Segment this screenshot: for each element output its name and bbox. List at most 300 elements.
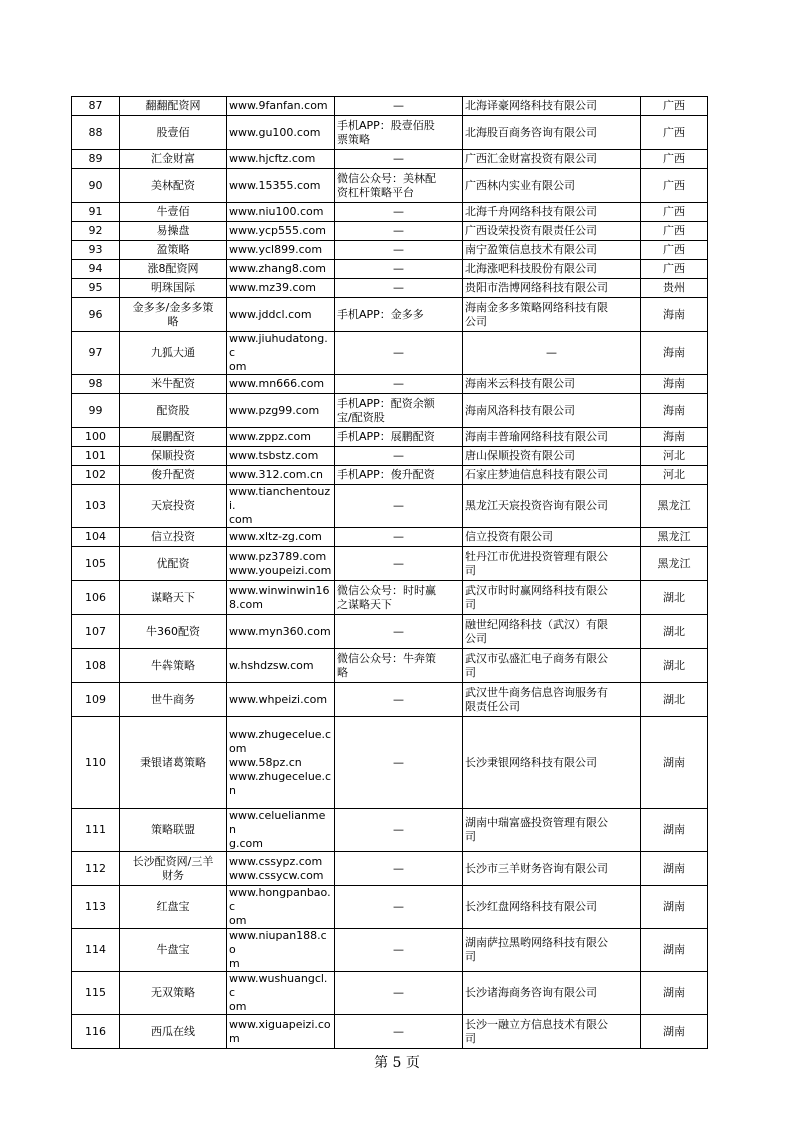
- province-cell: 湖南: [641, 809, 708, 852]
- app-or-wechat-line: —: [393, 377, 404, 390]
- table-row: [72, 972, 708, 1015]
- company-name-line: 湖南萨拉黑哟网络科技有限公: [465, 936, 608, 949]
- company-name-line: 黑龙江天宸投资咨询有限公司: [465, 499, 608, 512]
- website-url-cell: [227, 150, 335, 169]
- platform-name-line: 涨8配资网: [147, 262, 199, 275]
- website-url-cell: [227, 852, 335, 886]
- row-number-cell: 116: [72, 1015, 120, 1049]
- company-name-cell: [463, 375, 641, 394]
- app-or-wechat-line: —: [393, 900, 404, 913]
- website-url-line: 8.com: [229, 597, 263, 611]
- app-or-wechat-cell: [335, 547, 463, 581]
- company-name-cell: [463, 649, 641, 683]
- company-name-line: 司: [465, 950, 476, 963]
- website-url-cell: [227, 547, 335, 581]
- app-or-wechat-line: —: [393, 99, 404, 112]
- app-or-wechat-line: —: [393, 624, 404, 638]
- app-or-wechat-cell: [335, 615, 463, 649]
- website-url-cell: [227, 298, 335, 332]
- website-url-line: om: [229, 360, 247, 373]
- row-number-cell: 102: [72, 466, 120, 485]
- app-or-wechat-cell: [335, 447, 463, 466]
- app-or-wechat-line: —: [393, 1024, 404, 1038]
- platform-name-cell: [120, 929, 227, 972]
- platform-name-line: 金多多/金多多策: [132, 300, 214, 314]
- app-or-wechat-cell: [335, 929, 463, 972]
- company-name-line: 广西汇金财富投资有限公司: [465, 152, 597, 165]
- app-or-wechat-line: 微信公众号：时时赢: [337, 583, 436, 597]
- app-or-wechat-cell: [335, 466, 463, 485]
- platform-name-cell: [120, 222, 227, 241]
- province-cell: 广西: [641, 97, 708, 116]
- platform-name-line: 秉银诸葛策略: [140, 755, 206, 769]
- website-url-line: www.15355.com: [229, 178, 321, 192]
- row-number-cell: 95: [72, 279, 120, 298]
- app-or-wechat-line: —: [393, 346, 404, 359]
- website-url-line: com: [229, 513, 253, 526]
- company-name-cell: [463, 241, 641, 260]
- platform-name-line: 俊升配资: [151, 468, 195, 481]
- platform-name-cell: [120, 485, 227, 528]
- row-number-cell: 92: [72, 222, 120, 241]
- app-or-wechat-cell: [335, 428, 463, 447]
- table-row: [72, 428, 708, 447]
- row-number-cell: 97: [72, 332, 120, 375]
- province-cell: 湖南: [641, 929, 708, 972]
- website-url-line: www.312.com.cn: [229, 468, 323, 481]
- province-cell: 湖北: [641, 581, 708, 615]
- website-url-cell: [227, 222, 335, 241]
- platform-name-line: 保顺投资: [151, 449, 195, 462]
- company-name-line: 公司: [465, 314, 487, 328]
- platform-name-line: 米牛配资: [151, 377, 195, 390]
- table-row: [72, 528, 708, 547]
- company-name-cell: [463, 203, 641, 222]
- platform-name-cell: [120, 203, 227, 222]
- table-row: [72, 852, 708, 886]
- table-row: [72, 222, 708, 241]
- company-name-line: 湖南中瑞富盛投资管理有限公: [465, 816, 608, 829]
- platform-name-line: 翻翻配资网: [145, 99, 201, 112]
- platform-name-line: 股壹佰: [156, 125, 190, 139]
- website-url-cell: [227, 615, 335, 649]
- province-cell: 湖南: [641, 972, 708, 1015]
- company-name-cell: [463, 1015, 641, 1049]
- website-url-line: www.9fanfan.com: [229, 99, 328, 112]
- company-name-cell: [463, 717, 641, 809]
- app-or-wechat-line: 微信公众号：美林配: [337, 171, 436, 185]
- company-name-cell: [463, 929, 641, 972]
- company-name-line: 长沙一融立方信息技术有限公: [465, 1017, 608, 1031]
- website-url-line: om: [229, 914, 247, 927]
- platform-name-line: 谋略天下: [151, 590, 195, 604]
- platform-name-cell: [120, 466, 227, 485]
- app-or-wechat-line: —: [393, 449, 404, 462]
- row-number-cell: 113: [72, 886, 120, 929]
- app-or-wechat-line: —: [393, 823, 404, 836]
- company-name-line: 融世纪网络科技（武汉）有限: [465, 617, 608, 631]
- company-name-cell: [463, 169, 641, 203]
- province-cell: 广西: [641, 116, 708, 150]
- platform-name-cell: [120, 717, 227, 809]
- company-name-cell: [463, 298, 641, 332]
- app-or-wechat-cell: [335, 375, 463, 394]
- app-or-wechat-line: —: [393, 556, 404, 570]
- province-cell: 黑龙江: [641, 547, 708, 581]
- app-or-wechat-cell: [335, 394, 463, 428]
- company-name-cell: [463, 222, 641, 241]
- company-name-cell: [463, 547, 641, 581]
- app-or-wechat-cell: [335, 279, 463, 298]
- row-number-cell: 100: [72, 428, 120, 447]
- platform-name-line: 世牛商务: [151, 692, 195, 706]
- app-or-wechat-line: 略: [337, 665, 348, 679]
- app-or-wechat-cell: [335, 241, 463, 260]
- company-name-line: 武汉世牛商务信息咨询服务有: [465, 685, 608, 699]
- website-url-cell: [227, 97, 335, 116]
- province-cell: 湖北: [641, 615, 708, 649]
- app-or-wechat-line: 手机APP：股壹佰股: [337, 118, 435, 132]
- platform-name-cell: [120, 150, 227, 169]
- platform-name-line: 盈策略: [156, 243, 190, 256]
- company-name-cell: [463, 279, 641, 298]
- platform-name-cell: [120, 394, 227, 428]
- company-name-line: —: [546, 346, 557, 359]
- app-or-wechat-cell: [335, 581, 463, 615]
- website-url-line: www.ycl899.com: [229, 243, 323, 256]
- company-name-line: 限责任公司: [465, 699, 520, 713]
- province-cell: 海南: [641, 298, 708, 332]
- company-name-line: 司: [465, 830, 476, 843]
- platform-name-cell: [120, 447, 227, 466]
- app-or-wechat-line: —: [393, 943, 404, 956]
- province-cell: 湖北: [641, 683, 708, 717]
- province-cell: 河北: [641, 447, 708, 466]
- website-url-cell: [227, 485, 335, 528]
- website-url-cell: [227, 394, 335, 428]
- company-name-line: 信立投资有限公司: [465, 530, 553, 543]
- app-or-wechat-cell: [335, 298, 463, 332]
- platform-name-line: 牛360配资: [146, 624, 200, 638]
- website-url-cell: [227, 886, 335, 929]
- app-or-wechat-cell: [335, 222, 463, 241]
- app-or-wechat-line: —: [393, 243, 404, 256]
- platform-name-cell: [120, 279, 227, 298]
- app-or-wechat-line: —: [393, 692, 404, 706]
- app-or-wechat-cell: [335, 485, 463, 528]
- province-cell: 广西: [641, 150, 708, 169]
- platform-name-cell: [120, 116, 227, 150]
- website-url-line: www.xltz-zg.com: [229, 530, 322, 543]
- row-number-cell: 106: [72, 581, 120, 615]
- website-url-line: www.58pz.cn: [229, 755, 302, 769]
- app-or-wechat-line: —: [393, 205, 404, 218]
- app-or-wechat-cell: [335, 1015, 463, 1049]
- platform-name-cell: [120, 683, 227, 717]
- website-url-cell: [227, 972, 335, 1015]
- province-cell: 广西: [641, 222, 708, 241]
- app-or-wechat-cell: [335, 649, 463, 683]
- row-number-cell: 101: [72, 447, 120, 466]
- table-row: [72, 260, 708, 279]
- company-name-cell: [463, 332, 641, 375]
- table-row: [72, 298, 708, 332]
- province-cell: 湖南: [641, 852, 708, 886]
- platform-name-line: 牛犇策略: [151, 658, 195, 672]
- website-url-line: m: [229, 1031, 240, 1045]
- website-url-cell: [227, 528, 335, 547]
- company-name-line: 长沙秉银网络科技有限公司: [465, 755, 597, 769]
- website-url-cell: [227, 375, 335, 394]
- website-url-cell: [227, 447, 335, 466]
- row-number-cell: 108: [72, 649, 120, 683]
- province-cell: 广西: [641, 203, 708, 222]
- platform-name-cell: [120, 375, 227, 394]
- table-row: [72, 717, 708, 809]
- row-number-cell: 114: [72, 929, 120, 972]
- table-row: [72, 279, 708, 298]
- website-url-line: www.xiguapeizi.co: [229, 1017, 331, 1031]
- website-url-line: g.com: [229, 837, 263, 850]
- table-row: [72, 375, 708, 394]
- table-row: [72, 886, 708, 929]
- table-row: [72, 241, 708, 260]
- website-url-cell: [227, 203, 335, 222]
- company-name-cell: [463, 150, 641, 169]
- table-row: [72, 169, 708, 203]
- platform-name-cell: [120, 581, 227, 615]
- platform-name-line: 天宸投资: [151, 499, 195, 512]
- website-url-cell: [227, 929, 335, 972]
- website-url-line: om: [229, 741, 247, 755]
- table-row: [72, 615, 708, 649]
- platform-name-cell: [120, 1015, 227, 1049]
- company-name-line: 武汉市时时赢网络科技有限公: [465, 583, 608, 597]
- table-row: [72, 581, 708, 615]
- website-url-cell: [227, 332, 335, 375]
- province-cell: 海南: [641, 375, 708, 394]
- platform-name-cell: [120, 615, 227, 649]
- row-number-cell: 94: [72, 260, 120, 279]
- app-or-wechat-cell: [335, 528, 463, 547]
- platform-name-line: 无双策略: [151, 986, 195, 999]
- table-row: [72, 683, 708, 717]
- company-name-line: 南宁盈策信息技术有限公司: [465, 243, 597, 256]
- company-name-cell: [463, 116, 641, 150]
- table-row: [72, 929, 708, 972]
- website-url-line: www.zhugecelue.c: [229, 769, 332, 783]
- platform-name-cell: [120, 169, 227, 203]
- app-or-wechat-cell: [335, 332, 463, 375]
- website-url-cell: [227, 649, 335, 683]
- table-row: [72, 649, 708, 683]
- app-or-wechat-line: —: [393, 224, 404, 237]
- table-row: [72, 1015, 708, 1049]
- company-name-line: 司: [465, 563, 476, 577]
- table-row: [72, 332, 708, 375]
- app-or-wechat-cell: [335, 203, 463, 222]
- platform-name-line: 展鹏配资: [151, 430, 195, 443]
- row-number-cell: 111: [72, 809, 120, 852]
- table-row: [72, 394, 708, 428]
- website-url-line: www.ycp555.com: [229, 224, 327, 237]
- app-or-wechat-cell: [335, 886, 463, 929]
- website-url-line: www.winwinwin16: [229, 583, 330, 597]
- table-row: [72, 116, 708, 150]
- platform-name-line: 红盘宝: [156, 900, 190, 913]
- province-cell: 海南: [641, 394, 708, 428]
- website-url-line: www.pz3789.com: [229, 549, 327, 563]
- company-name-cell: [463, 809, 641, 852]
- province-cell: 黑龙江: [641, 485, 708, 528]
- website-url-line: www.mz39.com: [229, 281, 316, 294]
- row-number-cell: 98: [72, 375, 120, 394]
- website-url-cell: [227, 809, 335, 852]
- platform-name-cell: [120, 428, 227, 447]
- province-cell: 湖南: [641, 1015, 708, 1049]
- company-name-line: 牡丹江市优进投资管理有限公: [465, 549, 608, 563]
- app-or-wechat-line: —: [393, 861, 404, 875]
- platform-name-line: 易操盘: [156, 224, 190, 237]
- website-url-line: www.mn666.com: [229, 377, 325, 390]
- platform-name-cell: [120, 97, 227, 116]
- company-name-line: 北海涨吧科技股份有限公司: [465, 262, 597, 275]
- row-number-cell: 89: [72, 150, 120, 169]
- row-number-cell: 110: [72, 717, 120, 809]
- row-number-cell: 99: [72, 394, 120, 428]
- website-url-line: www.tianchentouzi.: [229, 485, 331, 512]
- table-row: [72, 150, 708, 169]
- website-url-line: www.zppz.com: [229, 430, 311, 443]
- platform-name-cell: [120, 241, 227, 260]
- platform-name-line: 九狐大通: [151, 346, 195, 359]
- company-name-cell: [463, 97, 641, 116]
- app-or-wechat-line: 之谋略天下: [337, 597, 392, 611]
- company-name-cell: [463, 447, 641, 466]
- website-url-cell: [227, 169, 335, 203]
- app-or-wechat-line: —: [393, 530, 404, 543]
- website-url-cell: [227, 116, 335, 150]
- app-or-wechat-line: 票策略: [337, 132, 370, 146]
- platform-name-line: 明珠国际: [151, 281, 195, 294]
- app-or-wechat-line: 手机APP：配资余额: [337, 396, 435, 410]
- website-url-line: www.niupan188.co: [229, 929, 327, 956]
- company-name-line: 海南金多多策略网络科技有限: [465, 300, 608, 314]
- company-name-line: 北海千舟网络科技有限公司: [465, 205, 597, 218]
- table-row: [72, 485, 708, 528]
- platform-name-line: 信立投资: [151, 530, 195, 543]
- platform-name-cell: [120, 332, 227, 375]
- row-number-cell: 91: [72, 203, 120, 222]
- website-url-line: www.pzg99.com: [229, 403, 320, 417]
- row-number-cell: 93: [72, 241, 120, 260]
- platform-table: [71, 96, 708, 1049]
- website-url-cell: [227, 260, 335, 279]
- company-name-cell: [463, 886, 641, 929]
- row-number-cell: 105: [72, 547, 120, 581]
- website-url-line: om: [229, 1000, 247, 1013]
- website-url-line: www.gu100.com: [229, 125, 321, 139]
- website-url-line: www.tsbstz.com: [229, 449, 319, 462]
- platform-name-line: 优配资: [156, 556, 190, 570]
- row-number-cell: 107: [72, 615, 120, 649]
- platform-name-line: 长沙配资网/三羊: [132, 854, 214, 868]
- app-or-wechat-cell: [335, 116, 463, 150]
- app-or-wechat-cell: [335, 683, 463, 717]
- app-or-wechat-line: 手机APP：金多多: [337, 307, 424, 321]
- row-number-cell: 90: [72, 169, 120, 203]
- platform-table-body: [72, 97, 708, 1049]
- website-url-cell: [227, 581, 335, 615]
- company-name-line: 唐山保顺投资有限公司: [465, 449, 575, 462]
- company-name-line: 长沙红盘网络科技有限公司: [465, 900, 597, 913]
- company-name-cell: [463, 581, 641, 615]
- website-url-line: www.hjcftz.com: [229, 152, 316, 165]
- website-url-line: www.cssycw.com: [229, 868, 324, 882]
- company-name-cell: [463, 852, 641, 886]
- table-row: [72, 203, 708, 222]
- website-url-line: www.cssypz.com: [229, 854, 323, 868]
- website-url-line: w.hshdzsw.com: [229, 658, 314, 672]
- website-url-line: n: [229, 783, 236, 797]
- province-cell: 广西: [641, 241, 708, 260]
- app-or-wechat-cell: [335, 169, 463, 203]
- province-cell: 海南: [641, 332, 708, 375]
- company-name-line: 司: [465, 665, 476, 679]
- app-or-wechat-line: —: [393, 986, 404, 999]
- platform-name-cell: [120, 547, 227, 581]
- website-url-line: www.youpeizi.com: [229, 563, 332, 577]
- platform-name-line: 西瓜在线: [151, 1024, 195, 1038]
- platform-name-line: 配资股: [156, 403, 190, 417]
- platform-name-cell: [120, 528, 227, 547]
- company-name-cell: [463, 260, 641, 279]
- website-url-line: m: [229, 957, 240, 970]
- website-url-cell: [227, 1015, 335, 1049]
- app-or-wechat-cell: [335, 809, 463, 852]
- platform-name-cell: [120, 649, 227, 683]
- row-number-cell: 96: [72, 298, 120, 332]
- app-or-wechat-line: 宝/配资股: [337, 410, 385, 424]
- company-name-line: 长沙诸海商务咨询有限公司: [465, 986, 597, 999]
- app-or-wechat-line: —: [393, 755, 404, 769]
- app-or-wechat-line: —: [393, 281, 404, 294]
- company-name-line: 海南丰普瑜网络科技有限公司: [465, 430, 608, 443]
- row-number-cell: 115: [72, 972, 120, 1015]
- app-or-wechat-line: —: [393, 262, 404, 275]
- platform-name-cell: [120, 886, 227, 929]
- row-number-cell: 109: [72, 683, 120, 717]
- row-number-cell: 103: [72, 485, 120, 528]
- company-name-line: 贵阳市浩博网络科技有限公司: [465, 281, 608, 294]
- website-url-line: www.niu100.com: [229, 205, 324, 218]
- company-name-cell: [463, 394, 641, 428]
- company-name-line: 司: [465, 1031, 476, 1045]
- app-or-wechat-line: —: [393, 152, 404, 165]
- company-name-line: 广西林内实业有限公司: [465, 178, 575, 192]
- page-number: 第 5 页: [374, 1055, 420, 1071]
- platform-name-line: 财务: [162, 868, 184, 882]
- company-name-line: 北海译豪网络科技有限公司: [465, 99, 597, 112]
- app-or-wechat-line: —: [393, 499, 404, 512]
- platform-name-line: 策略联盟: [151, 823, 195, 836]
- app-or-wechat-line: 手机APP：俊升配资: [337, 468, 435, 481]
- company-name-cell: [463, 615, 641, 649]
- platform-name-line: 牛壹佰: [156, 205, 190, 218]
- website-url-cell: [227, 466, 335, 485]
- app-or-wechat-line: 资杠杆策略平台: [337, 185, 414, 199]
- platform-name-cell: [120, 852, 227, 886]
